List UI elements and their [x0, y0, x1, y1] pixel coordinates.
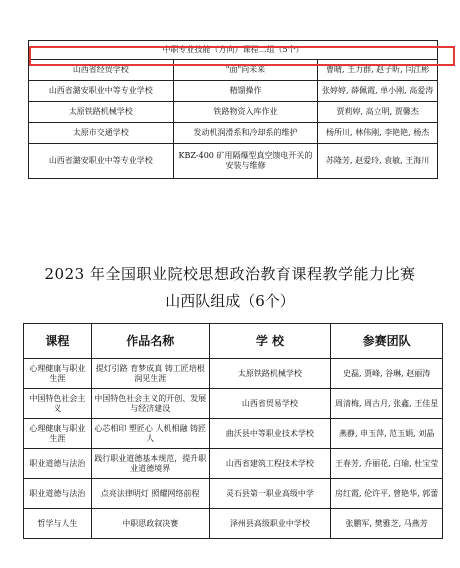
school-cell: 山西省潞安职业中等专业学校: [29, 81, 174, 102]
school-cell: 曲沃县中等职业技术学校: [209, 419, 331, 449]
work-cell: 践行职业道德基本规范，提升职业道德境界: [91, 449, 209, 479]
school-cell: 山西省贸易学校: [209, 389, 331, 419]
school-cell: 山西省建筑工程技术学校: [209, 449, 331, 479]
work-cell: 点亮法律明灯 照耀网络前程: [91, 479, 209, 509]
competition-team-table: [23, 323, 443, 539]
table-row: [29, 102, 438, 123]
team-cell: 燕静, 申玉萍, 范玉娟, 刘晶: [331, 419, 443, 449]
work-cell: 心芯相印 塑匠心 人机相融 铸匠人: [91, 419, 209, 449]
school-cell: 灵石县第一职业高级中学: [209, 479, 331, 509]
team-cell: 苏隆芳, 赵爱玲, 袁敏, 王海川: [318, 144, 438, 179]
table-row: [24, 479, 443, 509]
team-cell: 贾莉婷, 高立明, 贾馨杰: [318, 102, 438, 123]
course-cell: 职业道德与法治: [24, 479, 92, 509]
team-cell: 史磊, 贾峰, 谷琳, 赵丽涛: [331, 359, 443, 389]
table-row: [24, 449, 443, 479]
course-cell: 中国特色社会主义: [24, 389, 92, 419]
header-work: 作品名称: [91, 324, 209, 359]
work-cell: 提灯引路 育梦成真 铸工匠培根 润见生涯: [91, 359, 209, 389]
team-cell: 周清梅, 周古月, 张鑫, 王佳星: [331, 389, 443, 419]
table-row: [24, 359, 443, 389]
team-cell: 王春芳, 乔丽花, 白瑜, 杜宝莹: [331, 449, 443, 479]
team-cell: 曹晴, 王力群, 赵子昕, 闫江彬: [318, 60, 438, 81]
course-cell: 心理健康与职业生涯: [24, 419, 92, 449]
course-cell: 职业道德与法治: [24, 449, 92, 479]
school-cell: 泽州县高级职业中学校: [209, 509, 331, 539]
work-cell: "面"向未来: [173, 60, 318, 81]
course-cell: 心理健康与职业生涯: [24, 359, 92, 389]
school-cell: 太原铁路机械学校: [29, 102, 174, 123]
highlight-box: [29, 46, 455, 66]
school-cell: 山西省潞安职业中等专业学校: [29, 144, 174, 179]
team-cell: 张婷婷, 薛佩霞, 单小刚, 高爱涛: [318, 81, 438, 102]
page-title: 2023 年全国职业院校思想政治教育课程教学能力比赛: [44, 265, 416, 283]
header-course: 课程: [24, 324, 92, 359]
work-cell: 精馏操作: [173, 81, 318, 102]
school-cell: 太原市交通学校: [29, 123, 174, 144]
table-row: [24, 389, 443, 419]
work-cell: 中国特色社会主义的开创、发展与经济建设: [91, 389, 209, 419]
work-cell: 发动机润滑系和冷却系的维护: [173, 123, 318, 144]
work-cell: 中职思政叙决赛: [91, 509, 209, 539]
table-row: [24, 509, 443, 539]
course-cell: 哲学与人生: [24, 509, 92, 539]
table-row: [29, 144, 438, 179]
team-cell: 杨所川, 林伟刚, 李艳艳, 杨杰: [318, 123, 438, 144]
page-subtitle: 山西队组成（6个）: [165, 292, 295, 310]
school-cell: 山西省经贸学校: [29, 60, 174, 81]
header-team: 参赛团队: [331, 324, 443, 359]
work-cell: 铁路物资入库作业: [173, 102, 318, 123]
table-row: [24, 419, 443, 449]
school-cell: 太原铁路机械学校: [209, 359, 331, 389]
table-row: [29, 123, 438, 144]
section-title: 中职专业技能（方向）课程二组（5个）: [29, 41, 438, 60]
table-row: [29, 81, 438, 102]
header-school: 学 校: [209, 324, 331, 359]
table-header-row: [24, 324, 443, 359]
team-cell: 房红霞, 伦许平, 曾艳华, 郭蕾: [331, 479, 443, 509]
work-cell: KBZ-400 矿用隔爆型真空馈电开关的安装与维修: [173, 144, 318, 179]
team-cell: 张鹏军, 樊雅芝, 马燕芳: [331, 509, 443, 539]
